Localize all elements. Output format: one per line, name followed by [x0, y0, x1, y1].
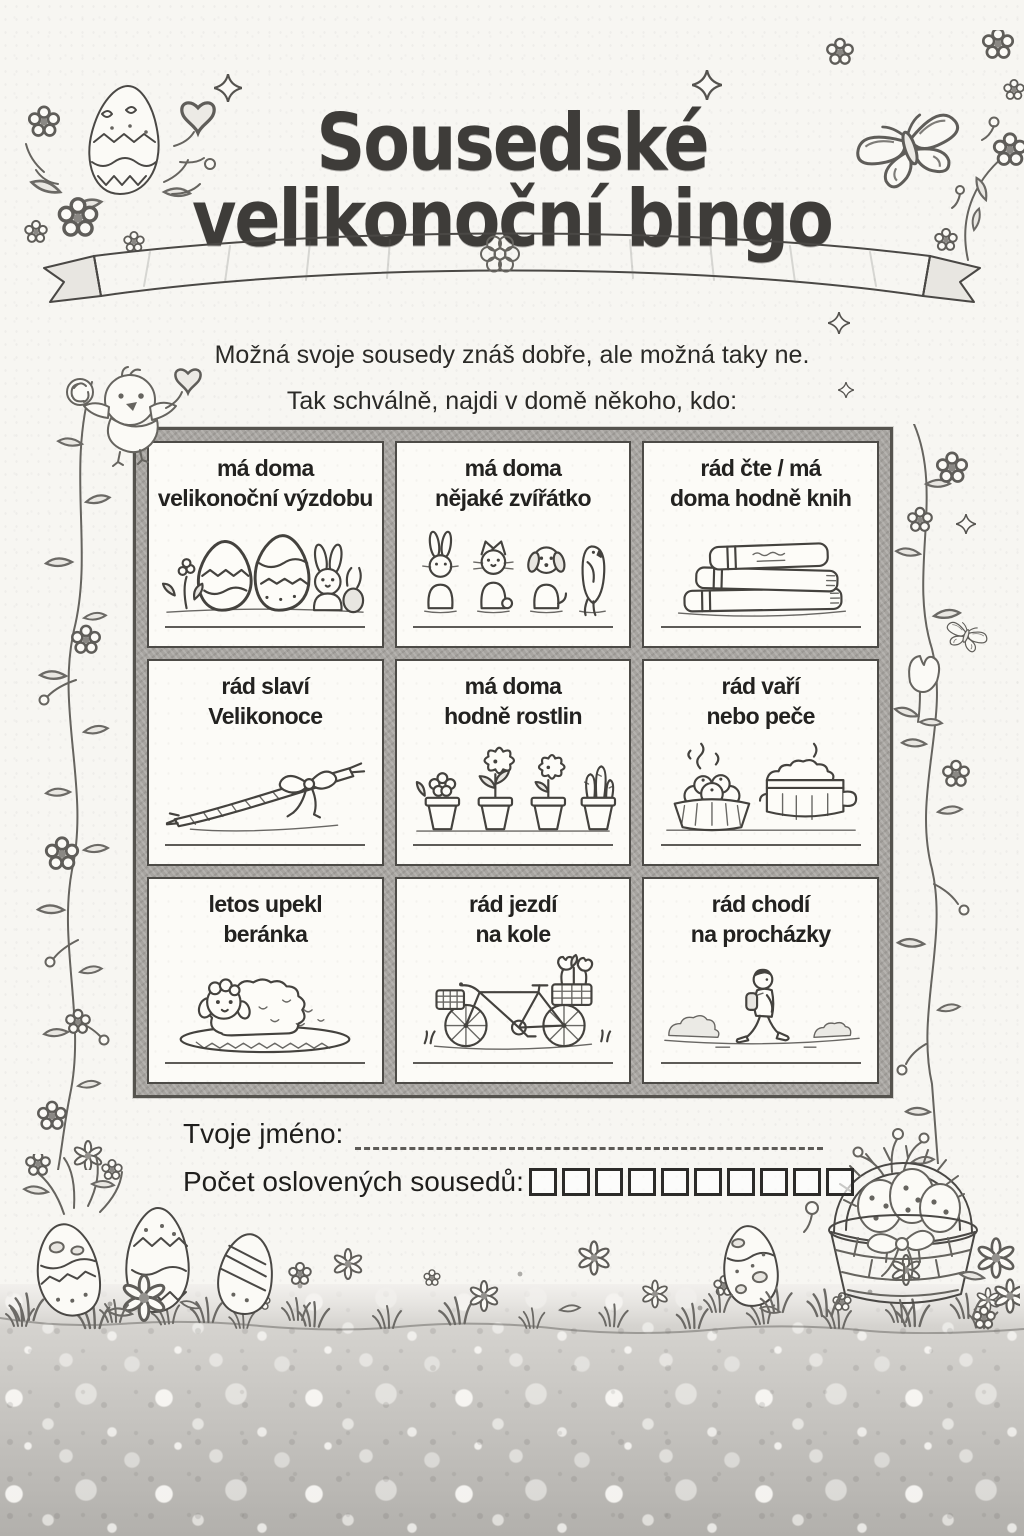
neighbour-checkbox[interactable]	[628, 1168, 656, 1196]
neighbour-checkbox[interactable]	[793, 1168, 821, 1196]
neighbour-count-row	[183, 1166, 854, 1198]
bingo-cell-bicycle	[395, 877, 632, 1084]
cell-name-write-line[interactable]	[165, 844, 365, 846]
cell-label: rád chodí na procházky	[690, 891, 831, 947]
bingo-cell-easter-celebration	[147, 659, 384, 866]
cell-name-write-line[interactable]	[165, 1062, 365, 1064]
neighbour-checkbox[interactable]	[760, 1168, 788, 1196]
stack-of-books-illustration	[655, 517, 867, 619]
lamb-cake-illustration	[159, 953, 371, 1055]
ribbon-banner	[30, 214, 994, 314]
pets-illustration	[407, 517, 619, 619]
tulip-icon	[895, 656, 942, 733]
right-floral-vine	[886, 424, 1020, 1164]
bingo-cell-walks	[642, 877, 879, 1084]
potted-plants-illustration	[407, 735, 619, 837]
intro-line2: Tak schválně, najdi v domě někoho, kdo:	[286, 387, 738, 415]
cell-label: má doma velikonoční výzdobu	[157, 455, 373, 511]
cell-name-write-line[interactable]	[661, 844, 861, 846]
cell-name-write-line[interactable]	[413, 844, 613, 846]
cell-name-write-line[interactable]	[413, 626, 613, 628]
cell-label: rád jezdí na kole	[469, 891, 557, 947]
neighbour-checkbox[interactable]	[826, 1168, 854, 1196]
cell-label: rád slaví Velikonoce	[208, 673, 323, 729]
person-walking-illustration	[655, 953, 867, 1055]
cell-label: má doma nějaké zvířátko	[435, 455, 591, 511]
cooking-pot-illustration	[655, 735, 867, 837]
sparkle-icon	[692, 70, 722, 100]
cell-label: má doma hodně rostlin	[444, 673, 582, 729]
name-label: Tvoje jméno:	[183, 1118, 344, 1149]
cell-label: letos upekl beránka	[208, 891, 323, 947]
cell-name-write-line[interactable]	[413, 1062, 613, 1064]
ribbon-flower-icon	[481, 237, 519, 272]
neighbour-checkboxes	[524, 1168, 854, 1196]
neighbour-checkbox[interactable]	[595, 1168, 623, 1196]
page-title-line1: Sousedské	[316, 97, 708, 189]
sparkle-icon	[828, 312, 850, 334]
page-title-line2: velikonoční bingo	[192, 173, 832, 265]
chick-on-grid-corner	[64, 366, 214, 484]
neighbour-count-label: Počet oslovených sousedů:	[183, 1166, 524, 1197]
single-easter-egg-decoration	[700, 1198, 800, 1316]
intro-line1: Možná svoje sousedy znáš dobře, ale možná taky ne.	[214, 341, 810, 369]
bingo-cell-lamb-cake	[147, 877, 384, 1084]
easter-eggs-and-bunny-illustration	[159, 517, 371, 619]
bingo-cell-plants	[395, 659, 632, 866]
cell-name-write-line[interactable]	[661, 1062, 861, 1064]
cell-label: rád čte / má doma hodně knih	[669, 455, 852, 511]
sparkle-icon	[214, 74, 242, 102]
bingo-cell-books	[642, 441, 879, 648]
bicycle-illustration	[407, 953, 619, 1055]
bingo-cell-cooking	[642, 659, 879, 866]
bingo-cell-pet	[395, 441, 632, 648]
pomlazka-whip-illustration	[159, 735, 371, 837]
cell-name-write-line[interactable]	[165, 626, 365, 628]
left-floral-vine	[28, 380, 138, 1170]
neighbour-checkbox[interactable]	[694, 1168, 722, 1196]
name-write-line[interactable]	[355, 1121, 823, 1150]
bingo-grid	[133, 427, 893, 1098]
name-row	[183, 1118, 823, 1150]
neighbour-checkbox[interactable]	[562, 1168, 590, 1196]
neighbour-checkbox[interactable]	[661, 1168, 689, 1196]
cell-name-write-line[interactable]	[661, 626, 861, 628]
cell-label: rád vaří nebo peče	[706, 673, 815, 729]
neighbour-checkbox[interactable]	[727, 1168, 755, 1196]
neighbour-checkbox[interactable]	[529, 1168, 557, 1196]
sparkle-icon	[838, 382, 854, 398]
